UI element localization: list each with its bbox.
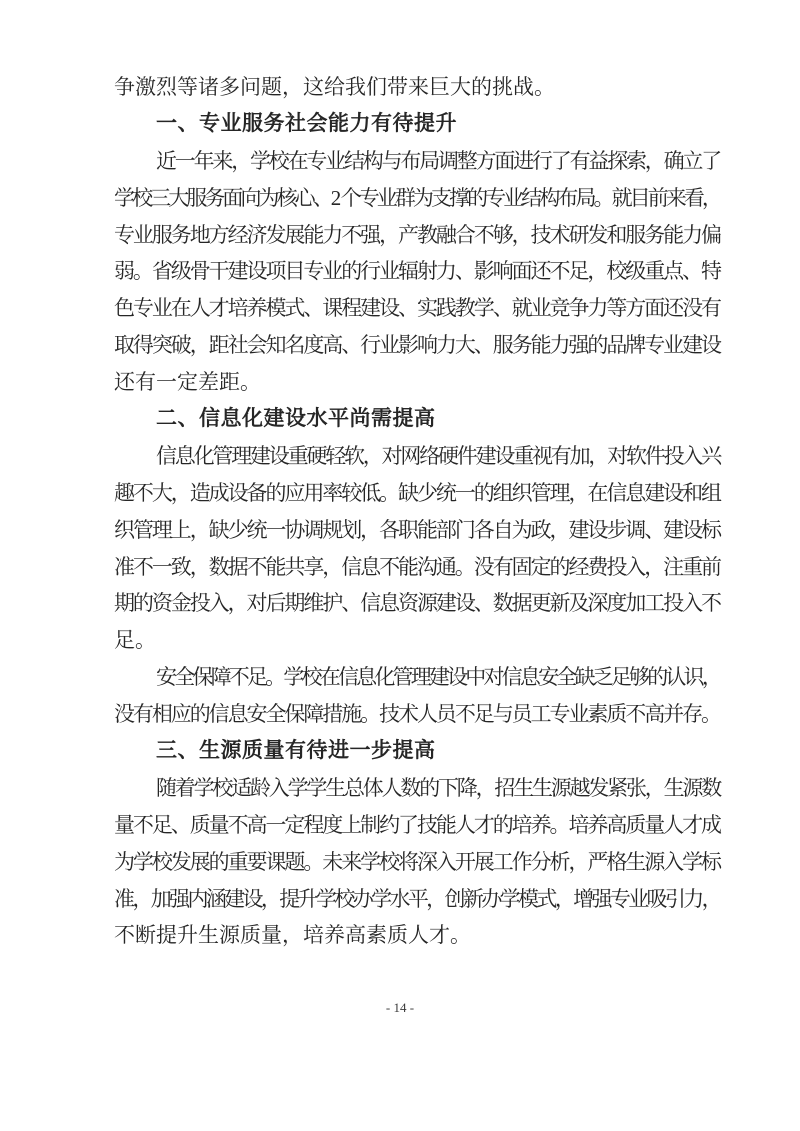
document-body xyxy=(114,69,720,954)
body-text-line xyxy=(114,881,720,918)
body-text-line xyxy=(114,438,720,475)
section-heading xyxy=(114,401,720,438)
line-text: 准，加强内涵建设，提升学校办学水平，创新办学模式，增强专业吸引力， xyxy=(114,886,721,911)
page-number: - 14 - xyxy=(385,1000,415,1015)
line-text: 学校三大服务面向为核心、2 个专业群为支撑的专业结构布局。就目前来看， xyxy=(114,185,720,210)
line-text: 近一年来，学校在专业结构与布局调整方面进行了有益探索，确立了 xyxy=(156,148,720,173)
body-text-line xyxy=(114,807,720,844)
line-text: 专业服务地方经济发展能力不强，产教融合不够，技术研发和服务能力偏 xyxy=(114,222,720,247)
line-text: 二、信息化建设水平尚需提高 xyxy=(156,407,436,431)
body-text-line xyxy=(114,696,720,733)
line-text: 争激烈等诸多问题，这给我们带来巨大的挑战。 xyxy=(114,75,555,99)
line-text: 信息化管理建设重硬轻软，对网络硬件建设重视有加，对软件投入兴 xyxy=(156,443,720,468)
line-text: 织管理上，缺少统一协调规划，各职能部门各自为政，建设步调、建设标 xyxy=(114,517,720,542)
body-text-line xyxy=(114,143,720,180)
body-text-line xyxy=(114,512,720,549)
section-heading xyxy=(114,106,720,143)
line-text: 趣不大，造成设备的应用率较低。缺少统一的组织管理，在信息建设和组 xyxy=(114,480,720,505)
body-text-line xyxy=(114,475,720,512)
body-text-line xyxy=(114,290,720,327)
line-text: 期的资金投入，对后期维护、信息资源建设、数据更新及深度加工投入不 xyxy=(114,591,720,616)
line-text: 色专业在人才培养模式、课程建设、实践教学、就业竞争力等方面还没有 xyxy=(114,296,720,321)
body-text-line xyxy=(114,364,720,401)
body-text-line xyxy=(114,622,720,659)
body-text-line xyxy=(114,180,720,217)
line-text: 随着学校适龄入学学生总体人数的下降，招生生源越发紧张，生源数 xyxy=(156,775,720,800)
line-text: 一、专业服务社会能力有待提升 xyxy=(156,111,457,135)
line-text: 三、生源质量有待进一步提高 xyxy=(156,739,436,763)
body-text-line xyxy=(114,217,720,254)
body-text-line xyxy=(114,917,720,954)
line-text: 为学校发展的重要课题。未来学校将深入开展工作分析，严格生源入学标 xyxy=(114,849,720,874)
page-footer xyxy=(0,998,800,1018)
body-text-line xyxy=(114,69,720,106)
body-text-line xyxy=(114,549,720,586)
body-text-line xyxy=(114,327,720,364)
body-text-line xyxy=(114,585,720,622)
line-text: 还有一定差距。 xyxy=(114,370,261,395)
body-text-line xyxy=(114,770,720,807)
line-text: 准不一致，数据不能共享，信息不能沟通。没有固定的经费投入，注重前 xyxy=(114,554,720,579)
line-text: 弱。省级骨干建设项目专业的行业辐射力、影响面还不足，校级重点、特 xyxy=(114,259,720,284)
line-text: 不断提升生源质量，培养高素质人才。 xyxy=(114,923,471,948)
section-heading xyxy=(114,733,720,770)
body-text-line xyxy=(114,253,720,290)
body-text-line xyxy=(114,659,720,696)
line-text: 取得突破，距社会知名度高、行业影响力大、服务能力强的品牌专业建设 xyxy=(114,333,720,358)
line-text: 足。 xyxy=(114,628,156,653)
line-text: 安全保障不足。学校在信息化管理建设中对信息安全缺乏足够的认识， xyxy=(156,665,721,690)
line-text: 没有相应的信息安全保障措施。技术人员不足与员工专业素质不高并存。 xyxy=(114,702,720,727)
body-text-line xyxy=(114,844,720,881)
line-text: 量不足、质量不高一定程度上制约了技能人才的培养。培养高质量人才成 xyxy=(114,812,720,837)
